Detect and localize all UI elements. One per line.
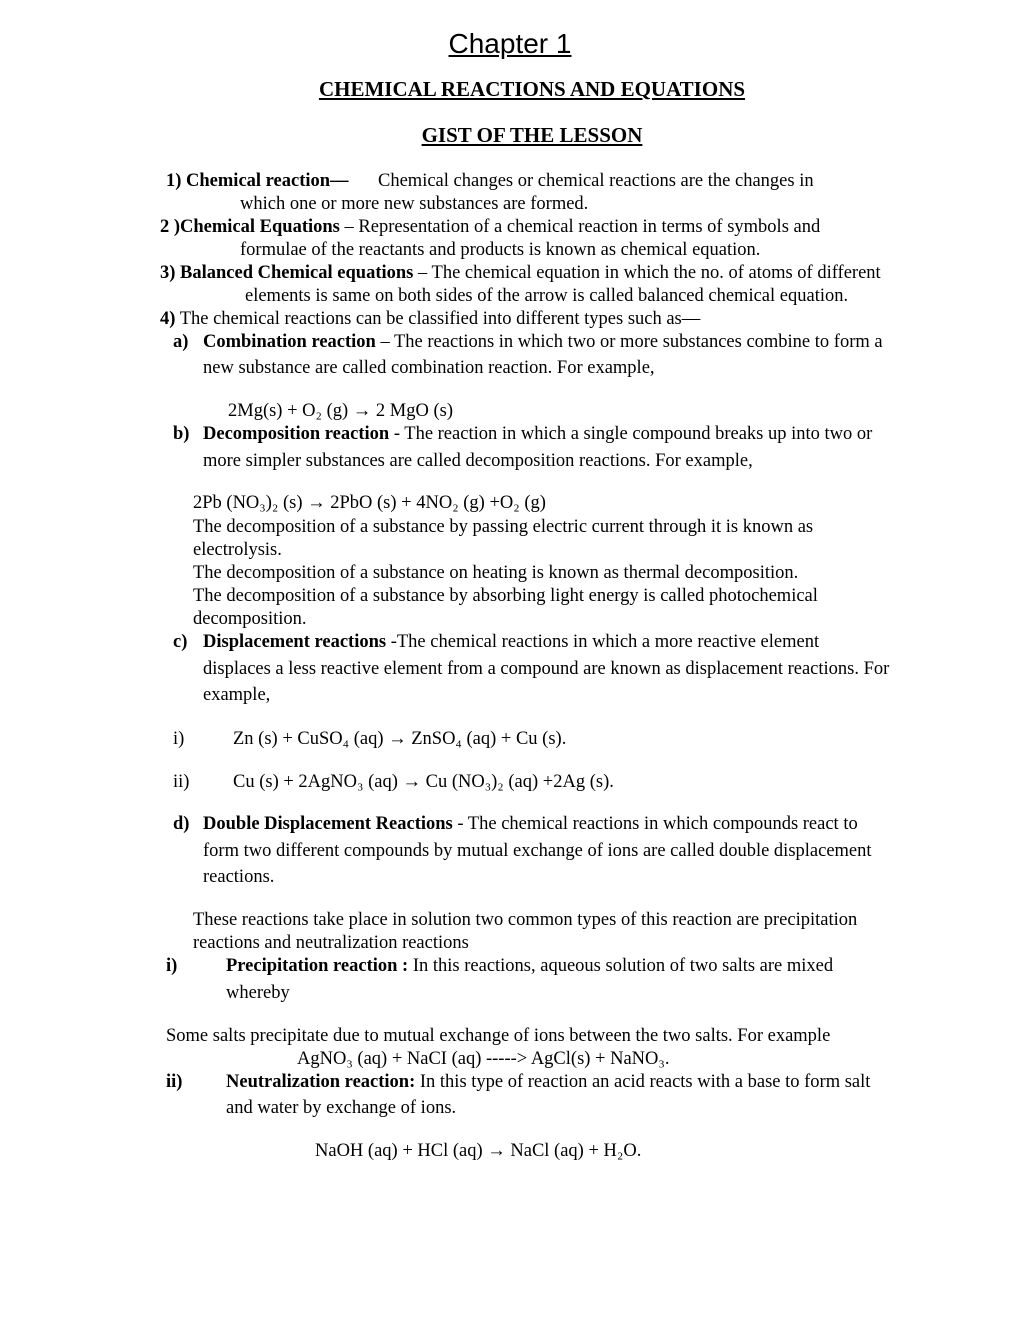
point-text: – Representation of a chemical reaction in terms of symbols and xyxy=(339,217,821,237)
definition: – The reactions in which two or more substances combine to form a xyxy=(375,332,883,352)
point-4 xyxy=(160,308,700,330)
note: The decomposition of a substance on heating is known as thermal decomposition. xyxy=(193,563,799,583)
combination-reaction xyxy=(203,331,883,353)
marker: ii) xyxy=(173,772,190,792)
definition-cont: example, xyxy=(203,685,271,705)
point-2 xyxy=(160,216,820,238)
point-cont: formulae of the reactants and products is known as chemical equation. xyxy=(240,240,761,260)
definition: - The reaction in which a single compound breaks up into two or xyxy=(389,424,873,444)
note: Some salts precipitate due to mutual exchange of ions between the two salts. For example xyxy=(166,1026,831,1046)
point-label: 1) Chemical reaction— xyxy=(166,171,349,191)
marker: ii) xyxy=(166,1072,183,1092)
equation: Zn (s) + CuSO₄ (aq) → ZnSO₄ (aq) + Cu (s). xyxy=(233,729,567,749)
point-label: 4) xyxy=(160,309,176,329)
definition-cont: displaces a less reactive element from a compound are known as displacement reactions. For xyxy=(203,659,890,679)
marker: d) xyxy=(173,814,190,834)
term: Neutralization reaction: xyxy=(226,1072,416,1092)
definition: - The chemical reactions in which compounds react to xyxy=(452,814,858,834)
note: electrolysis. xyxy=(193,540,282,560)
marker: b) xyxy=(173,424,190,444)
equation: NaOH (aq) + HCl (aq) → NaCl (aq) + H₂O. xyxy=(315,1141,642,1161)
marker: c) xyxy=(173,632,188,652)
point-1 xyxy=(166,170,349,192)
intro: These reactions take place in solution two common types of this reaction are precipitation xyxy=(193,910,858,930)
displacement-reaction xyxy=(203,631,819,653)
precipitation-reaction xyxy=(226,955,833,977)
point-3 xyxy=(160,262,881,284)
equation: Cu (s) + 2AgNO₃ (aq) → Cu (NO₃)₂ (aq) +2Ag (s). xyxy=(233,772,614,792)
note: decomposition. xyxy=(193,609,307,629)
definition-cont: reactions. xyxy=(203,867,275,887)
point-cont: elements is same on both sides of the arrow is called balanced chemical equation. xyxy=(245,286,849,306)
intro: reactions and neutralization reactions xyxy=(193,933,469,953)
equation: 2Pb (NO₃)₂ (s) → 2PbO (s) + 4NO₂ (g) +O₂ (g) xyxy=(193,493,546,513)
definition-cont: form two different compounds by mutual exchange of ions are called double displacement xyxy=(203,841,872,861)
point-label: 2 )Chemical Equations xyxy=(160,217,340,237)
term: Precipitation reaction : xyxy=(226,956,409,976)
definition: In this type of reaction an acid reacts with a base to form salt xyxy=(415,1072,871,1092)
point-text: Chemical changes or chemical reactions are the changes in xyxy=(378,171,814,191)
double-displacement-reaction xyxy=(203,813,858,835)
term: Double Displacement Reactions xyxy=(203,814,453,834)
point-cont: which one or more new substances are formed. xyxy=(240,194,589,214)
definition-cont: more simpler substances are called decomposition reactions. For example, xyxy=(203,451,753,471)
marker: i) xyxy=(173,729,185,749)
equation: 2Mg(s) + O₂ (g) → 2 MgO (s) xyxy=(228,401,453,421)
decomposition-reaction xyxy=(203,423,872,445)
chapter-title: CHEMICAL REACTIONS AND EQUATIONS xyxy=(318,77,746,101)
note: The decomposition of a substance by passing electric current through it is known as xyxy=(193,517,814,537)
definition-cont: whereby xyxy=(226,983,290,1003)
marker: a) xyxy=(173,332,189,352)
definition-cont: new substance are called combination reaction. For example, xyxy=(203,358,655,378)
equation: AgNO₃ (aq) + NaCI (aq) -----> AgCl(s) + NaNO₃. xyxy=(297,1049,670,1069)
term: Decomposition reaction xyxy=(203,424,390,444)
term: Combination reaction xyxy=(203,332,376,352)
point-text: The chemical reactions can be classified into different types such as— xyxy=(175,309,701,329)
definition: -The chemical reactions in which a more reactive element xyxy=(386,632,820,652)
term: Displacement reactions xyxy=(203,632,387,652)
definition: In this reactions, aqueous solution of two salts are mixed xyxy=(408,956,834,976)
neutralization-reaction xyxy=(226,1071,870,1093)
section-title: GIST OF THE LESSON xyxy=(421,123,643,147)
definition-cont: and water by exchange of ions. xyxy=(226,1098,457,1118)
point-label: 3) Balanced Chemical equations xyxy=(160,263,414,283)
point-text: – The chemical equation in which the no. of atoms of different xyxy=(413,263,881,283)
marker: i) xyxy=(166,956,178,976)
note: The decomposition of a substance by absorbing light energy is called photochemical xyxy=(193,586,818,606)
chapter-heading: Chapter 1 xyxy=(448,28,572,59)
